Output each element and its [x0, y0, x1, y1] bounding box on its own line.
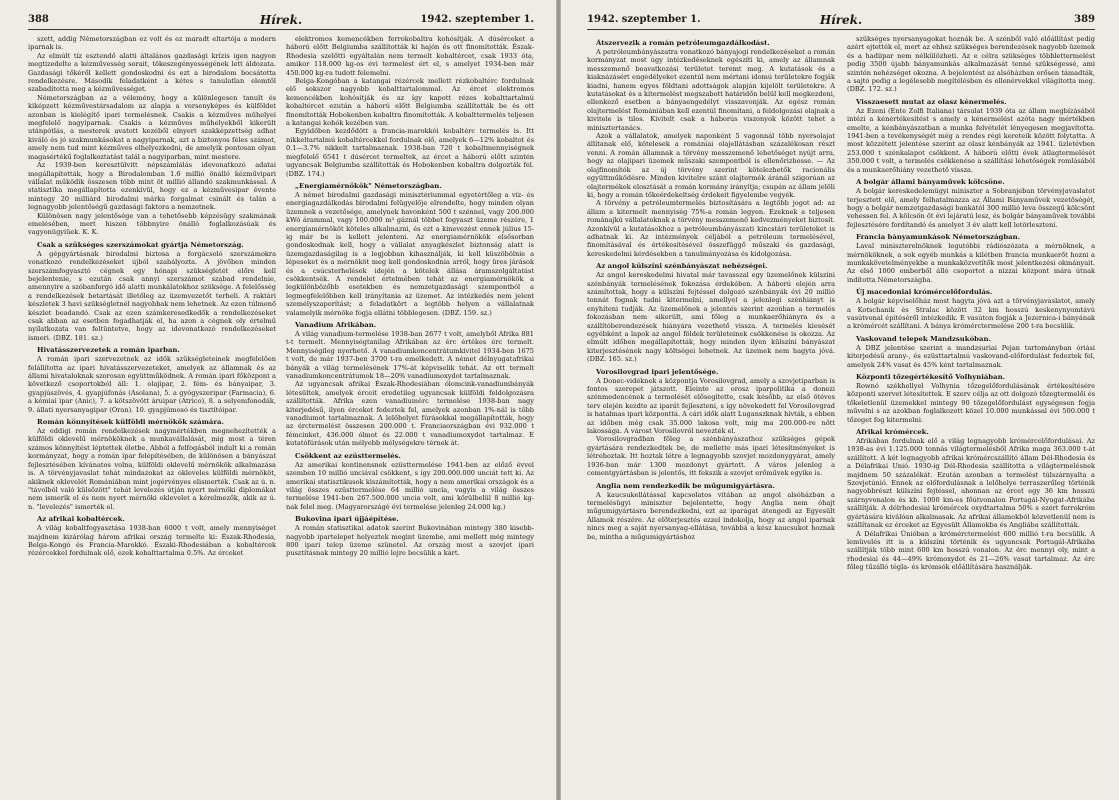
left-page-header: [28, 12, 534, 28]
article-block: [286, 321, 534, 380]
article-text: Az angol kereskedelmi hivatal már tavasszal egy üzemelőnek külszíni szénbányák termelésének fokozása érdekében. A háború elején arra számítottak, hogy a külszíni fejtéssel dolgozó szénbányák évi 20 millió tonnát fognak tudni kitermelni, amellyel a jelenlegi szénhiányt is enyhíteni tudják. Az üzemelőnek a jelentés szerint azonban a termelés fokozásban nem sikerült, ami főleg a munkaerőhiányra és a szállítóberendezések hiányára vezethető vissza. A termelés kiesését egyébként a lapok az angol földek területeinek csökkenése is okozza. Az elmúlt időben megállapították, hogy minden ilyen külszíni bányászat kiterjesztésének nagy költségei lehetnek. Az üzemek nem hagyta jóvá. (DBZ. 165. sz.): [587, 271, 835, 364]
article-block: [28, 35, 276, 52]
article-text: Az elmúlt tíz esztendő alatti általános gazdasági krízis igen nagyon megtizedelte a kézművesség sorait, tökeszegényességének lett áldozata. Gazdasági tőkéről kellett gondoskodni és ezt a birodalom bocsátotta rendelkezésre. Második feladatként a kétes s tanulatlan elemtől szabadította meg a kézművességet.: [28, 51, 276, 94]
running-title: Hírek.: [819, 13, 863, 27]
article-heading: Afrikai krómércek.: [856, 428, 929, 437]
article-text: A gépgyártásnak birodalmi biztosa a forgácsoló szerszámokra vonatkozó rendelkezéseket újból szabályozta. A jövőben minden szerszámfogyasztó cégnek egy hónapi szükségletét előre kell bejelentenie, s ezután csak annyi szerszámot szabad rendelnie, amennyire a szóbanforgó idő alatti munkálatokhoz szüksége. A felelősség a rendelkezések betartását illetőleg az üzemvezetőt terheli. A raktári készletek 3 havi szükségletnél nagyobbak nem lehetnek. Az ezen túlmenő készlet beadandó. Csak az ezen számkeresedkedők a rendelkezéseket csak abban az esetben fogadhatják el, ha azon a cégnek oly értelmű nyilatkozata van feltüntetve, hogy az idevonatkozó rendelkezéseket ismeri. (DBZ. 181. sz.): [28, 249, 276, 342]
article-text: Az amerikai kontinensnek ezüsttermelése 1941-ben az előző évvel szemben 10 millió unciával csökkent, s így 200.000.000 unciát tett ki. Az amerikai statisztikusok kiszámították, hogy a nem amerikai országok és a világ összes ezüsttermelése 64 millió uncia, vagyis a világ összes termelése 1941-ben 267.500.000 uncia volt, ami körülbelül 8 millió kg-nak felel meg. (Magyarországé évi termelése jelenleg 24.000 kg.): [286, 460, 534, 511]
article-text: A román ipari szervezetnek az idők szükségleteinek megfelelően felállította az ipari hivatásszervezeteket, amelyek az államnak és az állami hivataloknak szorosan együttműködnek. A román ipari főközpont a következő csoportokból áll: 1. olajipar, 2. fém- és bányaipar, 3. gyapjúszövés, 4. gyapjúfonás (Asolana), 5. a gyógyszeripar (Farmacia), 6. a kémiai ipar (Anic), 7. a kötszövött áruipar (Atrico), 8. a selyemfonodák, 9. állati nyersanyagipar (Oran). 10. gyapjúmosó és tisztítóipar.: [28, 355, 276, 414]
article-text: Az ugyancsak afrikai Észak-Rhodesiában ólomcink-vanadiumbányák létesültek, amelyek érceit eredetileg ugyancsak külföldi feldolgozásra szállították. Afrika ezen vanadiumérc termelése 1938-ban nagy kiterjedésű, ilyen érceket fedeztek fel, amelyek azonban 1%-nál is több vanadiumot tartalmaznak. A lelőhelyet fúrásokkal megállapították, hogy az érctermelést összesen 200.000 t. Franciaországban évi 932.000 t fémcinket, 436.000 ólmot és 22.000 t vanadiumoxydot tartalmaz. E kutatófúrások után mélyebb mélységekre térnek át.: [286, 380, 534, 448]
page-date: 1942. szeptember 1.: [420, 14, 534, 25]
running-title: Hírek.: [259, 13, 303, 27]
article-text: Vorosilovgradban főleg a szénbányászathoz szükséges gépek gyártására rendezkedtek be, de mellette más ipari létesítményeket is létrehoztak. Itt hoztak létre a legnagyobb szovjet mozdonygyárat, amely 1936-ban már 1300 mozdonyt gyártott. A város jelenleg a cementgyártásban is jelentős, itt fekszik a szovjet erőművek egyike is.: [587, 435, 835, 478]
article-block: [28, 241, 276, 342]
article-text: A román statisztikai adatok szerint Bukovinában mintegy 380 kisebb-nagyobb ipartelepet helyeztek megint üzembe, ami mellett még mintegy 800 ipari telep üzeme szünetel. Az ország most a szovjet ipari pusztításnak mintegy 20 millió lejre becsülik a kárt.: [286, 524, 534, 558]
article-block: [847, 178, 1095, 229]
article-heading: Vorosilovgrad ipari jelentősége.: [596, 367, 719, 376]
left-column-2: [286, 35, 534, 795]
article-text: A bolgár kereskedelemügyi miniszter a Sobranjeban törvényjavaslatot terjesztett elő, amely felhatalmazza az Állami Bányaművek vezetőségét, hogy a bolgár nemzetgazdasági bankától 300 millió leva összegű kölcsönt vehessen fel. A kölcsön öt évi lejáratú lesz, és bolgár bányaművek további fejlesztésére fordítandó és amelyet 3 év alatt kell letörleszteni.: [847, 187, 1095, 229]
article-block: [286, 452, 534, 511]
article-text: A DBZ jelentése szerint a mandzsuriai Pejan tartományban óriási kiterjedésű arany-, és ezüsttartalmú vaskovand-előfordulást fedeztek fel, amelyek 24% vasat és 45% ként tartalmaznak.: [847, 343, 1095, 369]
article-heading: Az afrikai kobaltércek.: [37, 515, 125, 524]
article-block: [28, 212, 276, 237]
article-block: [286, 127, 534, 177]
article-block: [28, 52, 276, 94]
article-heading: Anglia nem rendezkedik be műgumigyártásra.: [596, 481, 775, 490]
left-page: [0, 0, 556, 800]
article-block: [587, 39, 835, 132]
article-text: Laval miniszterelnöknek legutóbbi rádiószózata a mérnöknek, a mérnököknek, a sok egyéb munkás a kilétben francia munkaerőt hozni a munkakövetelményekbe a munkaközvetítők most jelentkezési okmányait. Az első 1000 emberből álló csoportot a nizzai központ mára útnak indította Németországba.: [847, 242, 1095, 284]
article-heading: Új macedoniai krómércelőfordulás.: [856, 288, 993, 297]
article-text: Azok a vállalatok, amelyek naponként 5 vagonnál több nyersolajat állítanak elő, kötelesek a romániai olajellátásban százalékosan részt venni. A román államnak a törvény messzemenő lehetőséget nyújt arra, hogy az olajipari üzemek műszaki szempontból is ellenőrizhesse. — Az olajfinomítók az új törvény szerint kötelezhetők racionális együttműködésre. Minden kivitelre szánt olajtermék áránál szigorúan az olajtermékek elosztását a román kormány irányítja; csupán az állam jelöli ki, hogy a román tőkeérdekeltség érdekeit figyelembe vegyék.: [587, 132, 835, 199]
article-block: [587, 132, 835, 199]
header-rule: [28, 29, 534, 30]
article-text: Egyidőben kezdődött a francia-marokkói kobaltérc termelés is. Itt nikkeltartalmú kobaltércekkel fordulnak elő, amelyek 6—12% kobaltot és 0.1—3.7% nikkelt tartalmaznak. 1938-ban 720 t kobaltmennyiségnek megfelelő 6541 t dúsércet termeltek, az ércet a háború előtt szintén ugyancsak Belgiumba szállították és Hobokenben kobaltra dolgozták fel. (DBZ. 174.): [286, 127, 534, 178]
article-text: Különösen nagy jelentősége van a tehetősebb képzésügy szakmának emelésében, mert hiszen többnyire önálló foglalkozásúak és vagyonügyiüek. K. K.: [28, 211, 276, 237]
article-heading: A bolgár állami bányaművek kölcsöne.: [856, 178, 1005, 187]
article-text: Az Ezeni (Ente Zolfi Italiana) társulat 1939 óta az állam megbízásából intézi a kénértékesítést s amely a kénermelést azóta nagy mértékben emelte, a kénbányászatban a munka felvételét lényegesen megjavította. 1941-ben a tevékenységét még a rendes régi kereteik között folytatta. A most közzétett jelentése szerint az olasz kénbányák az 1941. üzletévben 253.000 t szénkalapot csökkent. A háború előtti évek átlagtermelését 350.000 t volt, a termelés csökkenése a szállítási lehetőségek romlásából és a munkaerőhiány vezethető vissza.: [847, 106, 1095, 174]
article-block: [847, 288, 1095, 331]
article-block: [587, 368, 835, 436]
article-text: Az 1939-ben keresztülvitt népszámlálás idevonatkozó adatai megállapították, hogy a Birodalomban 1.6 millió önálló kézművipari vállalat működik összesen több mint öt millió állandó szakmunkással. A statisztika megállapította ezenkívül, hogy ez a kézművesipar évente mintegy 20 milliárd birodalmi márka forgalmat csinált és talán a legnagyobb jelentőségű gazdasági faktora a nemzetnek.: [28, 161, 276, 212]
right-page: [561, 0, 1119, 800]
article-block: [28, 515, 276, 558]
article-heading: Csak a szükséges szerszámokat gyártja Németország.: [37, 240, 244, 249]
article-block: [28, 346, 276, 414]
article-text: A világ kobaltfogyasztása 1938-ban 6000 t volt, amely mennyiséget majdnem kizárólag három afrikai ország termelte ki: Észak-Rhodesia, Belga-Kongó és Francia-Marokkó. Északi-Rhodesiában a kobaltércek rézércekkel fordulnak elő, ezek kobalttartalma 0.5%. Az érceket: [28, 524, 276, 558]
article-text: szett, addig Németországban ez volt és ez maradt eltartója a modern iparnak is.: [28, 35, 276, 52]
article-block: [286, 380, 534, 447]
right-column-1: [587, 35, 835, 795]
article-text: A Délafrikai Únióban a krómérctermelést 600 millió t-ra becsülik. A lemüvelés itt is a külszíni történik és ugyancsak Portugál-Afrikába szállítják több mint 600 km hosszú vonalon. Az érc mennyi oly, mint a rhodesiai és 44—49% krómoxydot és 21—26% vasat tartalmaz. Az érc főleg tűzálló tégla- és krómsók előállítására használják.: [847, 529, 1095, 572]
header-rule: [587, 29, 1095, 30]
article-heading: Francia bányamunkások Németországban.: [856, 233, 1021, 242]
article-text: A kaucsukellátással kapcsolatos vitában az angol alsóházban a termelésügyi miniszter bejelentette, hogy Anglia nem óhajt műgumigyártásra berendezkedni, ezt az iparágat átengedi az Egyesült Államok részére. Az előterjesztés ezzel indokolja, hogy az angol iparnak nincs meg a saját nyersanyag-ellátása, továbbá a kész kaucsukot hoznak be, mintha a műgumigyártáshoz: [587, 490, 835, 541]
article-text: szükséges nyersanyagokat hoznák be. A szénből való előállítást pedig azért ejtették el, mert az ehhez szükséges berendezések nagyobb üzemek és a hadiipar nem nélkülözheti. Az e célra szükséges többlettermelést pedig 3500 újabb bányamunkás alkalmazását tenné szükségessé, ami szintén nehézséget okozna. A bejelentést az alsóházban erősen támadták, a sajtó pedig a legélesebb megítélésben és ellenérvekkel világította meg. (DBZ. 172. sz.): [847, 35, 1095, 94]
article-text: Az eddigi román rendelkezések nagymértékben megnehezítették a külföldi oklevelű mérnököknek a munkavállalását, mig most a téren számos könnyítést léptettek életbe. Abból a felfogásból indult ki a román kormányzat, hogy a román ipar felépítésében, de különösen a bányászat fejlesztésében kívánatos volna, külföldi oklevelű mérnökök alkalmazása is. A törvényjavaslat tehát mindazokat az okleveles külföldi mérnököt, akiknek oklevelét Romániában mint jogérvényes elismerték. Csak az ú. n. "távolból való külsőzött" tehát levelezés útján nyert mérnöki diplomákat nem ismerik el és nem nyert mérnöki oklevelet a kérelmezők, akik az ú. n. "levelezés" ismerték el.: [28, 427, 276, 511]
article-block: [28, 418, 276, 511]
article-block: [28, 161, 276, 211]
article-block: [286, 77, 534, 127]
left-column-1: [28, 35, 276, 795]
article-text: A német birodalmi gazdasági minisztériummal egyetértőleg a víz- és energiagazdálkodás birodalmi felügyelője elrendelte, hogy minden olyan üzemnek a vezetősége, amelynek havonként 500 t szénnel, vagy 200.000 kWó árammal, vagy 100.000 m³ gáznál többet fogyaszt üzeme részére, 1 energiamérnököt köteles alkalmazni, és ezt a kinevezést ennek július 15-ig már be is kellett jelenteni. Az energiamérnökök elsősorban gondoskodnak kell, hogy a vállalat anyagkészlet biztonság alatt is üzemgazdaságilag is a legjobban kihasználják, ki kell küszöbölnie a lépeseket és a mérnököt meg kell gondoskodnia arról, hogy üres járások és a csúcsterhelések idején a kötelek állása áramszolgáltatást csökkentsék. A rendelet értelmében tehát az energiamérnökök a legkülönbözőbb esetekben és nemzetgazdasági szempontból a legmegfelelőbben kell irányítania az üzemet. Az intézkedés nem jelent személyszaporítást; a feladatkört a legtöbb helyen a vállalatnak valamelyik mérnöke fogja ellátni többlegesen. (DBZ. 159. sz.): [286, 190, 534, 317]
article-block: [847, 373, 1095, 424]
article-block: [847, 428, 1095, 529]
article-text: A bolgár képviselőház most hagyta jóvá azt a törvényjavaslatot, amely a Kotschanik és Stralac között 32 km hosszú keskenynyomtávú vasútvonal építéséről intézkedik. E vasúton fogják a Jezernica-i bányának a krómércét szállítani. A bánya krómérctermelése 200 t-ra becsülik.: [847, 297, 1095, 331]
right-column-2: [847, 35, 1095, 795]
article-heading: Központi tőzegértékesítő Volhyniában.: [856, 373, 1006, 381]
article-text: Németországban az a vélemény, hogy a különlegesen tanult és kiképzett kézművestársadalom az alapja a versenyképes és külföldet azonban is kielégítő ipari termelésnek. Csakis a kézműves műhelyei megfelelő nagyiparnak. Csakis a kézműves műhelyekből kikerült utánpótlás, a mesterek avatott kezéből elnyert szakképzettség adhat kiváló és jó szakmunkásokat a nagyiparnak, azt a biztonyos féles számot, amely nem tud mint kézműves elhelyezkedni, de amelyik pontosan olyan magasértékű foglalkoztatást talál a nagyiparban, mint mestere.: [28, 93, 276, 161]
article-heading: „Energiamérnökök" Németországban.: [295, 181, 442, 190]
article-block: [286, 35, 534, 77]
article-block: [847, 98, 1095, 174]
article-block: [28, 94, 276, 161]
article-text: elektromos kemencékben ferrokobaltra kohósítják. A dúsérceket a háború előtt Belgiumba szállították ki hajón és ott finomították. Észak-Rhodesia szelőtti egyáltalán nem termelt kobaltércet, csak 1933 óta, amikor 118.000 kg-os évi termelést ért el, s amelyet 1934-ben már 450.000 kg-ra tudott felemelni.: [286, 35, 534, 77]
article-block: [847, 335, 1095, 369]
article-block: [847, 35, 1095, 94]
article-text: Rownó székhellyel Volhynia tőzegelőfordulásának értékesítésére központi szervet létesítettek. E szerv célja az ott dolgozó tőzegtermelői és tőkeletlenül üzemekkel mintegy 90 tőzegelőfordulást egységesen fogja művelni s az azokban foglalkozott közel 10.000 munkással évi 500.000 t tőzeget fog kitermelni.: [847, 382, 1095, 424]
article-block: [587, 482, 835, 541]
article-block: [587, 262, 835, 363]
left-page-columns: [28, 35, 534, 795]
article-block: [587, 435, 835, 477]
article-text: Belga-Kongóban a katangai rézércek mellett rézkobaltérc fordulnak elő sokszor nagyobb kobalttartalommal. Az ércet elektromos kemencékben kohósítják és az így kapott rézes kobalttartalmú kobaltércet ezután a háború előtt Belgiumba szállították be és ott finomították Hobokenben kobaltra finomították. A kobalttermelés teljesen a katangai kohók kezében van.: [286, 77, 534, 128]
right-page-header: [587, 12, 1095, 28]
article-heading: Vanadium Afrikában.: [295, 321, 377, 329]
article-heading: Román könnyítések külföldi mérnökök számára.: [37, 418, 224, 427]
page-number: 389: [1074, 14, 1095, 25]
article-text: Afrikában fordulnak elő a világ legnagyobb krómércelőfordulásai. Az 1938-as évi 1.125.000 tonnás világtermelésből Afrika maga 363.000 t-át szállított. A két legnagyobb afrikai krómércszállító állam Dél-Rhodesia és a Délafrikai Unió. 1930-ig Dél-Rhodesia szállította a világtermelésnek majdnem 50 százalékát. Ezután azonban a termelést túlszárnyalta a Szovjetúnió. Ennek az előfordulásnak a lelőhelye terraszerűleg történik nagyobbrészt külszíni fejtéssel, ahonnan az ércet egy 36 km hosszú szárnyvonalon és kb. 1000 km-es főútvonalon Portugál-Nyugat-Afrikába szállítják. A délrhodesiai krómércek oxydtartalma 50% s ezért ferrokróm gyártására kiválóan alkalmasak. Az afrikai államokból közvetlenül nem is szállítanak ez érceket az Egyesült Államokba és Angliába szállították.: [847, 437, 1095, 530]
article-block: [847, 233, 1095, 284]
article-text: A világ vanadium-termelése 1938-ban 2677 t volt, amelyből Afrika 881 t-t termelt. Mennyiségtanilag Afrikában az érc értékes érc termelt. Mennyiségileg nyerhető. A vanadiumkoncentrátumkivitel 1934-ben 1675 t volt, de már 1937-ben 3700 t-ra emelkedett. A német délnyugatafrikai bányák a világ termelésének 17%-át képviselik tehát. Az ott termelt vanadiumkoncentrátumok 18—20% vanadiumoxydot tartalmaznak.: [286, 330, 534, 381]
article-block: [286, 182, 534, 317]
article-text: A törvény a petróleumtermelés biztosítására a legtöbb jogot ad: az állam a kitermelt mennyiség 75%-a román legyen. Ezeknek a teljesen románajkú vállalatoknak a törvény messzemenő kedvezményeket biztosít. Azonkívül a kutatásokhoz a petróleumbányászati kincstári területeket is adhatnak ki. Az intézmények céljából a petróleum termelésével, finomításával és értékesítésével összefüggő műszaki és gazdasági, kereskedelmi kérdésekben a tanulmányozása és kidolgozása.: [587, 199, 835, 258]
article-heading: Hivatásszervezetek a román iparban.: [37, 346, 180, 355]
article-text: A Donec-vidéknek a központja Vorosilovgrad, amely a szovjetiparban is fontos szerepet játszott. Eleinte az orosz iparpolitika a donezi szénmedencének a termelését elősegítette, csak később, az első ötéves terv elején kezdte az iparát fejleszteni, s így növekedett fel Vorosilovgrad is hatalmas ipari központtá. A cári idők alatt Luganszknak hívták, s ebben az időben még csak 35.000 lakosa volt, míg ma 200.000-re nőtt lakossága. A várost Vorosilovról nevezték el.: [587, 376, 835, 436]
article-text: A petróleumbányászatra vonatkozó bányajogi rendelkezéseket a román kormányzat most úgy intézkedéseknek egészíti ki, amely az államnak messzemenő beavatkozási területet teremt meg. A kutatások és a kiaknázásért engedélyeket ezentúl nem mértani idomú területekre fogják kiadni, hanem egyes földtani adottságok alapján kijelölt területekre. A kutatásokat és a kitermelést megszabott határidőn belül kell megkezdeni, ellenkező esetben a bányaengedélyt visszavonják. Az egész román olajtermelést Romániában kell ezentúl finomítani, a feldolgozási olajnak a kivitele is tilos. Kivitelt csak a háborús viszonyok között tehet a minisztertanács.: [587, 48, 835, 132]
article-heading: Csökkent az ezüsttermelés.: [295, 451, 401, 460]
article-heading: Vaskovand telepek Mandzsukóban.: [856, 334, 991, 343]
right-page-columns: [587, 35, 1095, 795]
page-date: 1942. szeptember 1.: [587, 14, 701, 25]
article-heading: Visszaesett mutat az olasz kénermelés.: [856, 97, 1007, 106]
article-heading: Átszervezik a román petróleumgazdálkodást.: [596, 39, 770, 47]
page-number: 388: [28, 14, 49, 25]
article-block: [847, 530, 1095, 572]
article-heading: Az angol külszíni szénbányászat nehézségei.: [596, 262, 768, 271]
article-heading: Bukovina ipari újjáépítése.: [295, 515, 399, 524]
article-block: [587, 199, 835, 258]
article-block: [286, 515, 534, 558]
